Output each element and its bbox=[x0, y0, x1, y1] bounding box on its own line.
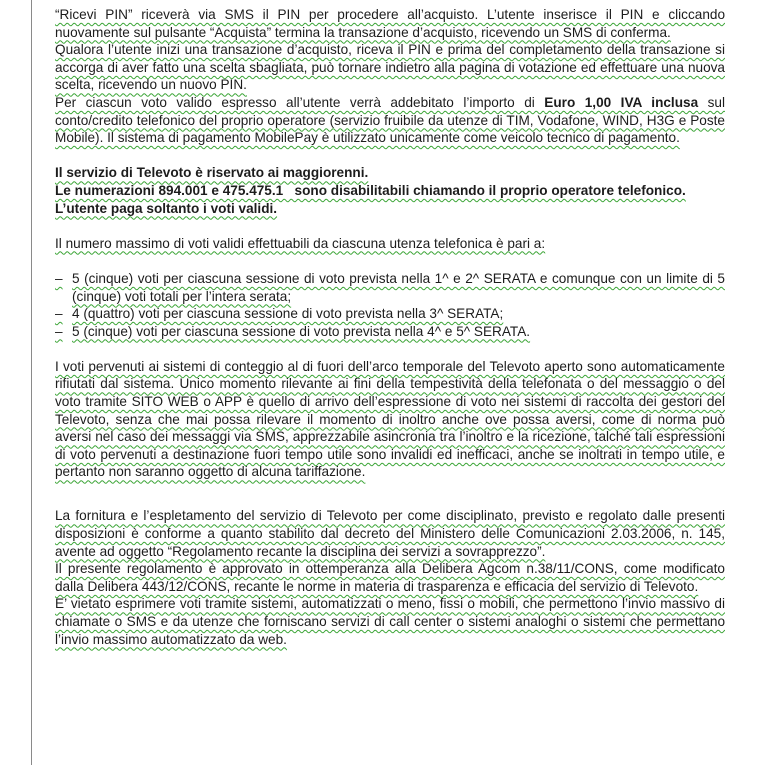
text-run: 5 (cinque) voti per ciascuna sessione di voto prevista nella 1^ e 2^ SERATA e comunque con un limite di 5 (cinque) voti totali per l’intera serata; bbox=[72, 270, 725, 304]
list-item bbox=[55, 270, 725, 305]
paragraph bbox=[55, 200, 725, 218]
blank-line bbox=[55, 481, 725, 507]
bold-text-run: Euro 1,00 IVA inclusa bbox=[544, 94, 699, 110]
blank-line bbox=[55, 340, 725, 358]
list-dash-marker: – bbox=[55, 323, 63, 339]
paragraph bbox=[55, 595, 725, 648]
paragraph bbox=[55, 6, 725, 41]
bold-text-run: Il servizio di Televoto è riservato ai maggiorenni. bbox=[55, 165, 369, 181]
text-run: sul conto/credito telefonico del proprio operatore (servizio fruibile da utenze di TIM, Vodafone, WIND, H3G e Poste Mobile). Il sistema di pagamento MobilePay è utilizzato unicamente come veicolo tecnico di pagamento. bbox=[55, 94, 725, 146]
paragraph bbox=[55, 182, 725, 200]
list-item-text bbox=[72, 270, 725, 305]
text-run: Il presente regolamento è approvato in ottemperanza alla Delibera Agcom n.38/11/CONS, come modificato dalla Delibera 443/12/CONS, recante le norme in materia di trasparenza e efficacia del servizio di Televoto. bbox=[55, 561, 725, 594]
list-item bbox=[55, 323, 725, 341]
document-content bbox=[55, 6, 725, 648]
blank-line bbox=[55, 217, 725, 235]
list-item-text bbox=[72, 305, 725, 323]
paragraph bbox=[55, 235, 725, 253]
text-run: 4 (quattro) voti per ciascuna sessione di voto prevista nella 3^ SERATA; bbox=[72, 306, 504, 322]
list-dash-marker: – bbox=[55, 270, 63, 286]
left-margin-line bbox=[31, 0, 32, 765]
bold-text-run: Le numerazioni 894.001 e 475.475.1 sono disabilitabili chiamando il proprio operatore telefonico. bbox=[55, 182, 686, 198]
text-run: Qualora l’utente inizi una transazione d’acquisto, riceva il PIN e prima del completamento della transazione si accorga di aver fatto una scelta sbagliata, può tornare indietro alla pagina di votazione ed effettuare una nuova scelta, ricevendo un nuovo PIN. bbox=[55, 42, 725, 93]
bold-text-run: L’utente paga soltanto i voti validi. bbox=[55, 200, 278, 216]
paragraph bbox=[55, 507, 725, 560]
paragraph bbox=[55, 41, 725, 94]
text-run: “Ricevi PIN” riceverà via SMS il PIN per procedere all’acquisto. L’utente inserisce il PIN e cliccando nuovamente sul pulsante “Acquista” termina la transazione d’acquisto, ricevendo un SMS di conferma. bbox=[55, 7, 725, 40]
blank-line bbox=[55, 252, 725, 270]
text-run: E’ vietato esprimere voti tramite sistemi, automatizzati o meno, fissi o mobili, che permettono l’invio massivo di chiamate o SMS e da utenze che forniscano servizi di call center o sistemi analoghi o sistemi che permettano l’invio massimo automatizzato da web. bbox=[55, 596, 725, 647]
paragraph bbox=[55, 94, 725, 147]
list-item bbox=[55, 305, 725, 323]
list-dash-marker: – bbox=[55, 306, 63, 322]
text-run: La fornitura e l’espletamento del servizio di Televoto per come disciplinato, previsto e regolato dalle presenti disposizioni è conforme a quanto stabilito dal decreto del Ministero delle Comunicazioni 2.03.2006, n. 145, avente ad oggetto “Regolamento recante la disciplina dei servizi a sovrapprezzo”. bbox=[55, 508, 725, 559]
paragraph bbox=[55, 164, 725, 182]
paragraph bbox=[55, 560, 725, 595]
blank-line bbox=[55, 147, 725, 165]
paragraph bbox=[55, 358, 725, 481]
text-run: 5 (cinque) voti per ciascuna sessione di voto prevista nella 4^ e 5^ SERATA. bbox=[72, 323, 531, 339]
text-run: Il numero massimo di voti validi effettuabili da ciascuna utenza telefonica è pari a: bbox=[55, 235, 546, 251]
list-item-text bbox=[72, 323, 725, 341]
text-run: I voti pervenuti ai sistemi di conteggio al di fuori dell’arco temporale del Televoto aperto sono automaticamente rifiutati dal sistema. Unico momento rilevante ai fini della tempestività della telefonata o del messaggio o del voto tramite SITO WEB o APP è quello di arrivo dell’espressione di voto nei sistemi di raccolta dei gestori del Televoto, senza che mai possa rilevare il momento di inoltro anche ove possa aversi, come di norma può aversi nel caso dei messaggi via SMS, apprezzabile asincronia tra l’inoltro e la ricezione, talché tali espressioni di voto pervenuti a destinazione fuori tempo utile sono invalidi ed inefficaci, anche se inoltrati in tempo utile, e pertanto non saranno oggetto di alcuna tariffazione. bbox=[55, 358, 725, 480]
text-run: Per ciascun voto valido espresso all’utente verrà addebitato l’importo di bbox=[55, 94, 545, 110]
